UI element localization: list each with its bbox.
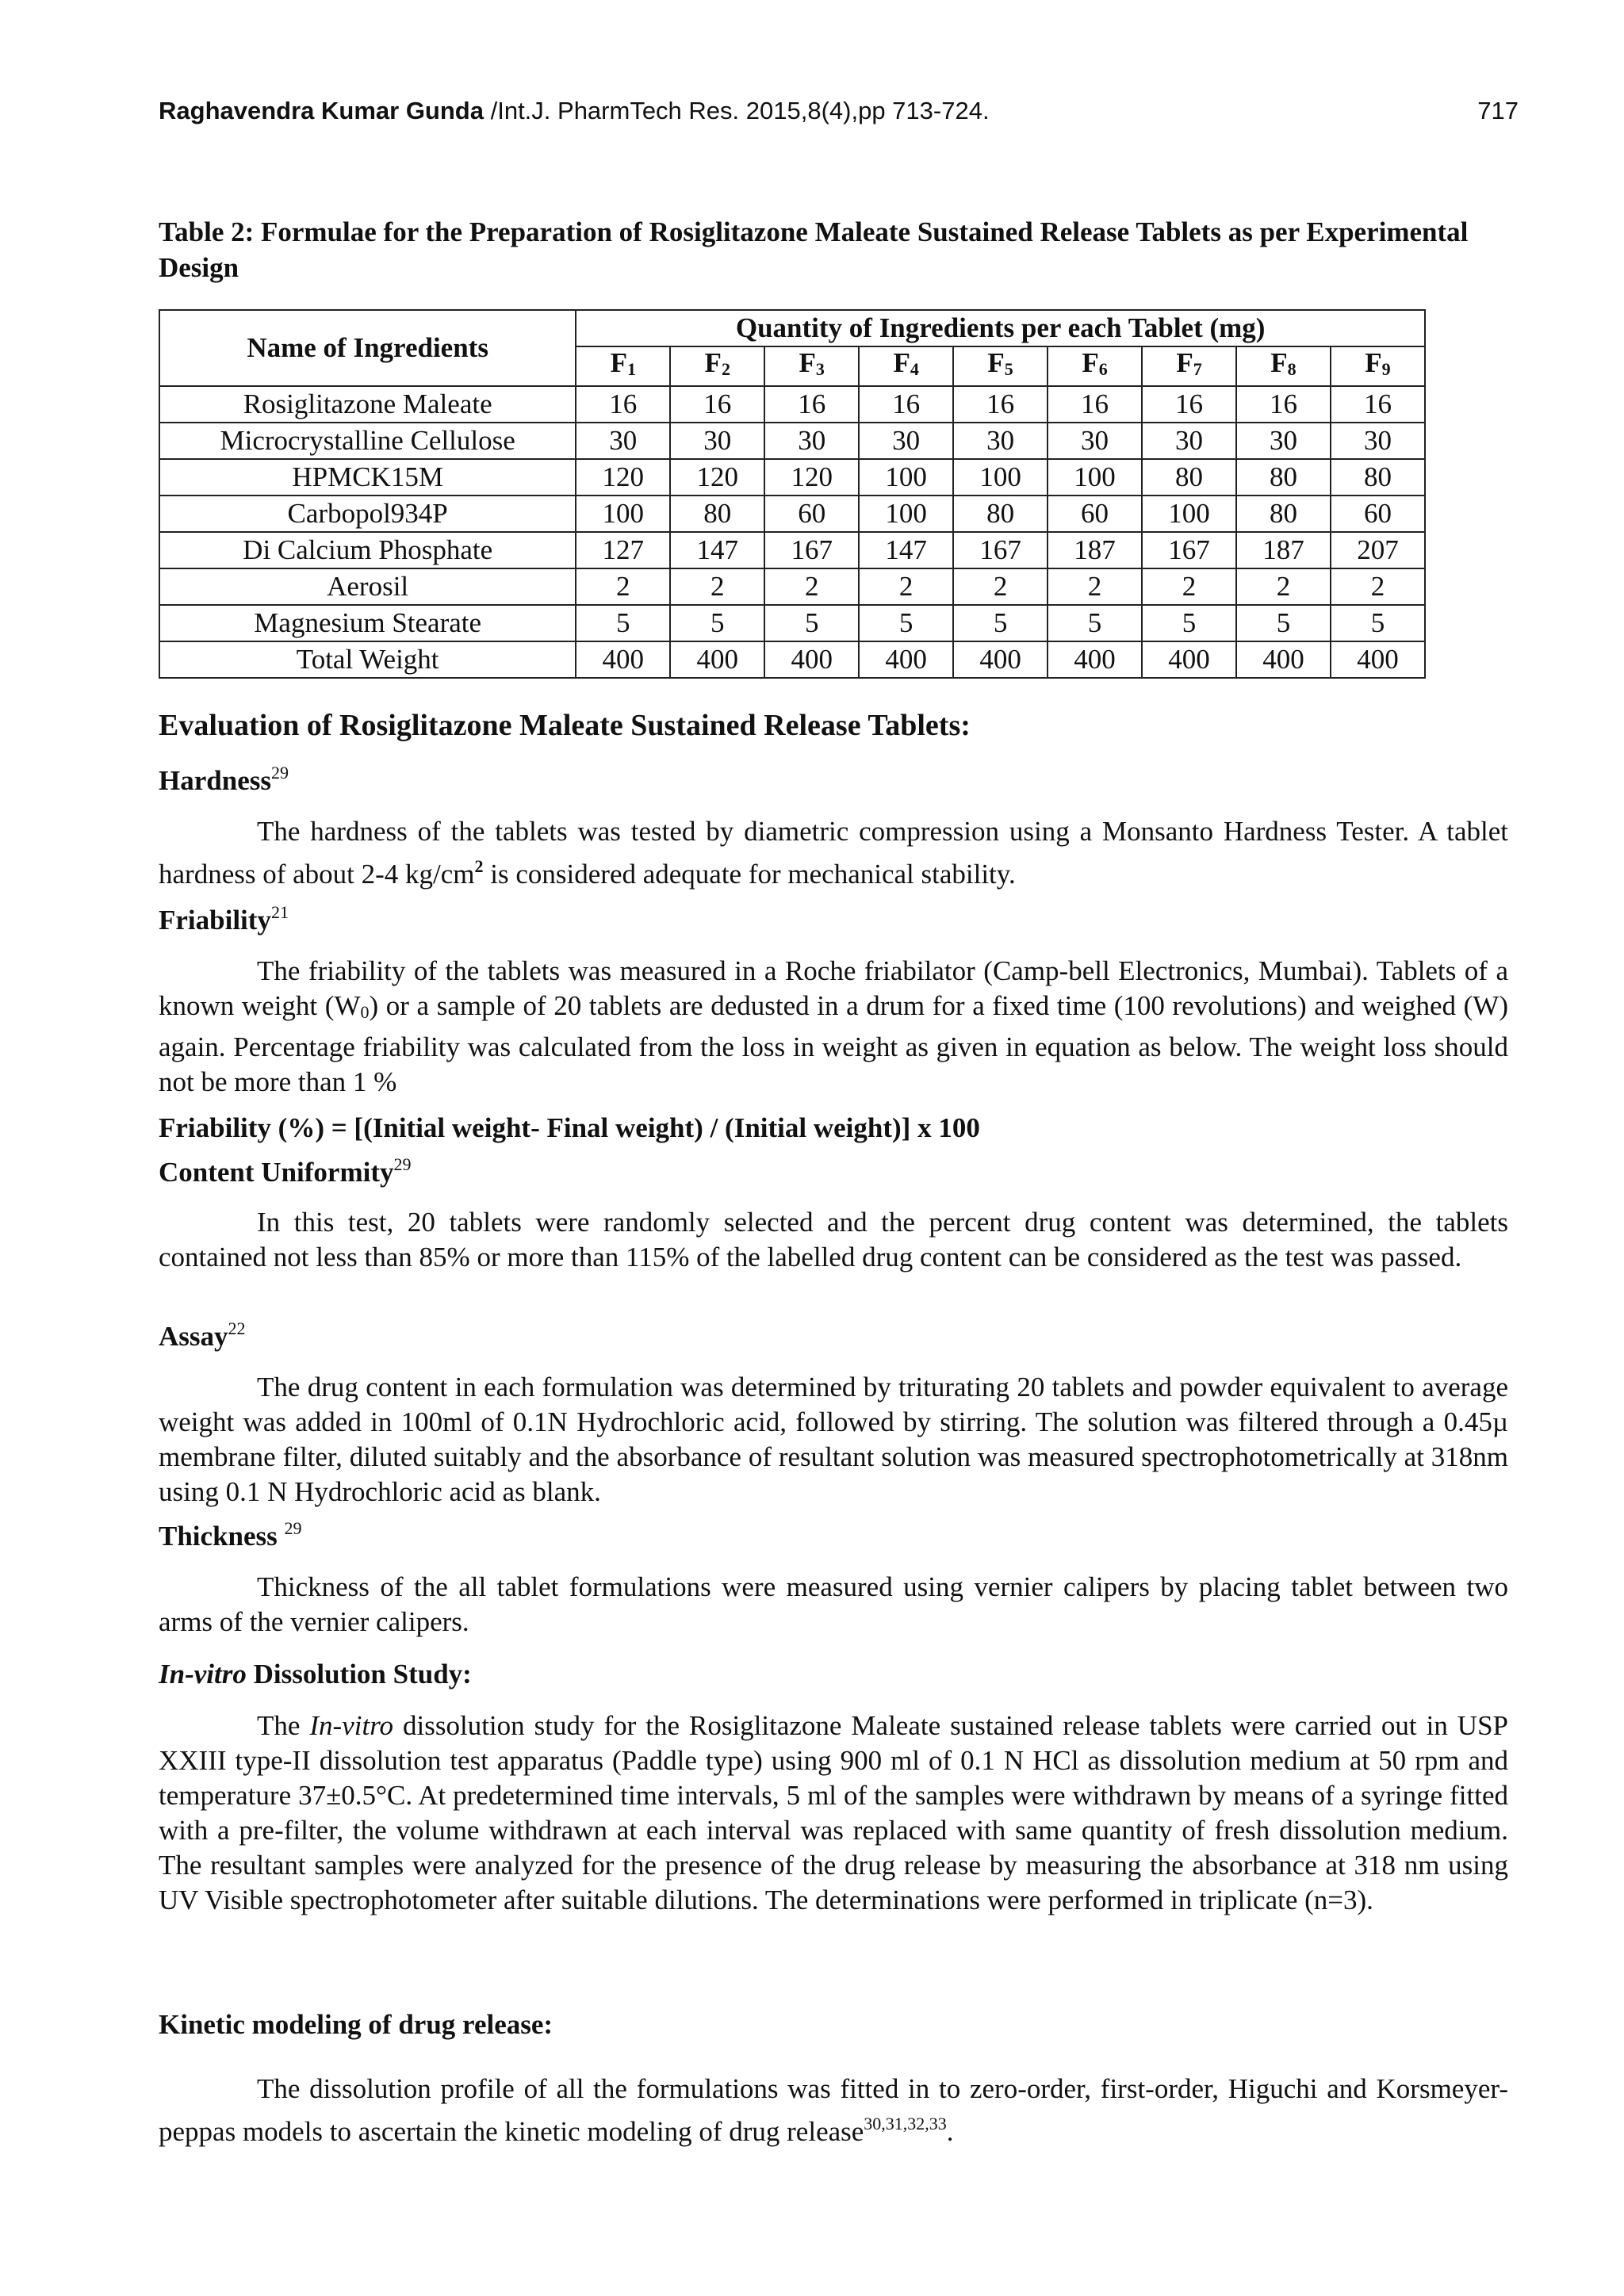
ingredient-name: Microcrystalline Cellulose — [159, 423, 576, 459]
hardness-heading — [159, 763, 289, 797]
kinetic-paragraph — [159, 2072, 1508, 2149]
quantity-cell: 100 — [1048, 459, 1142, 496]
formulation-header-f9 — [1331, 346, 1425, 386]
quantity-cell: 16 — [764, 386, 859, 423]
assay-heading-text: Assay — [159, 1321, 228, 1352]
thickness-heading — [159, 1518, 302, 1552]
quantity-cell: 147 — [859, 532, 953, 568]
hardness-paragraph — [159, 814, 1508, 892]
quantity-cell: 187 — [1048, 532, 1142, 568]
quantity-cell: 187 — [1236, 532, 1331, 568]
table-row — [159, 496, 1425, 532]
quantity-cell: 2 — [1142, 568, 1236, 605]
friability-sub: 0 — [360, 1002, 370, 1022]
dissolution-paragraph — [159, 1709, 1508, 1918]
ingredient-name: Aerosil — [159, 568, 576, 605]
quantity-cell: 5 — [953, 605, 1048, 641]
hardness-text-2: is considered adequate for mechanical stability. — [483, 859, 1016, 890]
formulation-prefix: F — [799, 347, 816, 378]
dissolution-heading — [159, 1659, 472, 1690]
quantity-cell: 400 — [670, 641, 764, 678]
table-row — [159, 423, 1425, 459]
quantity-cell: 60 — [1331, 496, 1425, 532]
quantity-cell: 400 — [953, 641, 1048, 678]
table-row — [159, 459, 1425, 496]
quantity-cell: 400 — [1236, 641, 1331, 678]
quantity-cell: 2 — [670, 568, 764, 605]
quantity-cell: 2 — [764, 568, 859, 605]
hardness-sup: 2 — [474, 856, 484, 876]
formulation-header-f5 — [953, 346, 1048, 386]
formulation-header-f7 — [1142, 346, 1236, 386]
quantity-cell: 5 — [1048, 605, 1142, 641]
formulation-number: 1 — [626, 359, 636, 379]
quantity-cell: 5 — [764, 605, 859, 641]
content-uniformity-heading — [159, 1154, 412, 1188]
quantity-cell: 147 — [670, 532, 764, 568]
quantity-cell: 5 — [1331, 605, 1425, 641]
header-citation: /Int.J. PharmTech Res. 2015,8(4),pp 713-724. — [483, 97, 990, 124]
quantity-cell: 167 — [953, 532, 1048, 568]
quantity-cell: 127 — [576, 532, 670, 568]
table-row — [159, 386, 1425, 423]
table-row — [159, 568, 1425, 605]
assay-paragraph — [159, 1370, 1508, 1510]
quantity-cell: 30 — [1331, 423, 1425, 459]
quantity-cell: 16 — [859, 386, 953, 423]
assay-ref: 22 — [228, 1318, 246, 1338]
formulae-table — [159, 309, 1426, 679]
quantity-cell: 16 — [953, 386, 1048, 423]
quantity-cell: 30 — [1236, 423, 1331, 459]
quantity-cell: 5 — [1236, 605, 1331, 641]
formulation-number: 2 — [721, 359, 730, 379]
dissolution-text-1: The — [257, 1710, 310, 1741]
quantity-cell: 16 — [670, 386, 764, 423]
quantity-cell: 30 — [953, 423, 1048, 459]
quantity-cell: 167 — [764, 532, 859, 568]
formulation-prefix: F — [1270, 347, 1288, 378]
formulation-number: 4 — [910, 359, 919, 379]
friability-text-2: ) or a sample of 20 tablets are dedusted in a drum for a fixed time (100 revolutions) and weighed (W) again. Percentage friability was calculated from the loss in weight as given in equation as below. The weight loss should not be more than 1 % — [159, 990, 1508, 1097]
dissolution-heading-italic: In-vitro — [159, 1659, 247, 1689]
hardness-text-1: The hardness of the tablets was tested by diametric compression using a Monsanto Hardness Tester. A tablet hardness of about 2-4 kg/cm — [159, 816, 1508, 890]
kinetic-ref: 30,31,32,33 — [864, 2114, 947, 2133]
quantity-cell: 60 — [1048, 496, 1142, 532]
kinetic-text-1: The dissolution profile of all the formulations was fitted in to zero-order, first-order, Higuchi and Korsmeyer-peppas models to ascertain the kinetic modeling of drug release — [159, 2073, 1508, 2147]
dissolution-heading-rest: Dissolution Study: — [246, 1659, 472, 1689]
dissolution-text-italic: In-vitro — [309, 1710, 394, 1741]
thickness-heading-text: Thickness — [159, 1521, 285, 1552]
quantity-cell: 2 — [1236, 568, 1331, 605]
quantity-cell: 2 — [576, 568, 670, 605]
quantity-cell: 100 — [953, 459, 1048, 496]
quantity-cell: 80 — [1331, 459, 1425, 496]
quantity-cell: 16 — [1236, 386, 1331, 423]
content-uniformity-paragraph — [159, 1205, 1508, 1275]
friability-formula: Friability (%) = [(Initial weight- Final weight) / (Initial weight)] x 100 — [159, 1112, 980, 1143]
formulation-number: 6 — [1098, 359, 1108, 379]
quantity-cell: 30 — [764, 423, 859, 459]
quantity-cell: 30 — [1048, 423, 1142, 459]
formulation-header-f8 — [1236, 346, 1331, 386]
quantity-cell: 167 — [1142, 532, 1236, 568]
table-row — [159, 605, 1425, 641]
formulation-number: 3 — [815, 359, 825, 379]
quantity-cell: 30 — [576, 423, 670, 459]
content-uniformity-heading-text: Content Uniformity — [159, 1157, 394, 1188]
table-row — [159, 641, 1425, 678]
thickness-paragraph — [159, 1570, 1508, 1640]
quantity-cell: 60 — [764, 496, 859, 532]
formulation-prefix: F — [1176, 347, 1193, 378]
table-header-row — [159, 310, 1425, 346]
formulation-header-f1 — [576, 346, 670, 386]
quantity-cell: 30 — [670, 423, 764, 459]
assay-text: The drug content in each formulation was determined by triturating 20 tablets and powder equivalent to average weight was added in 100ml of 0.1N Hydrochloric acid, followed by stirring. The solution was filtered through a 0.45µ membrane filter, diluted suitably and the absorbance of resultant solution was measured spectrophotometrically at 318nm using 0.1 N Hydrochloric acid as blank. — [159, 1372, 1508, 1507]
header-ingredients: Name of Ingredients — [159, 310, 576, 386]
formulation-prefix: F — [987, 347, 1005, 378]
quantity-cell: 5 — [576, 605, 670, 641]
quantity-cell: 80 — [953, 496, 1048, 532]
quantity-cell: 2 — [859, 568, 953, 605]
table-body — [159, 386, 1425, 678]
content-uniformity-ref: 29 — [393, 1154, 412, 1174]
formulation-number: 9 — [1381, 359, 1391, 379]
quantity-cell: 400 — [1048, 641, 1142, 678]
quantity-cell: 400 — [576, 641, 670, 678]
quantity-cell: 5 — [670, 605, 764, 641]
ingredient-name: Di Calcium Phosphate — [159, 532, 576, 568]
formulation-prefix: F — [893, 347, 910, 378]
quantity-cell: 30 — [859, 423, 953, 459]
friability-heading-text: Friability — [159, 905, 271, 936]
ingredient-name: Rosiglitazone Maleate — [159, 386, 576, 423]
page-header — [159, 97, 1519, 135]
formulation-header-f4 — [859, 346, 953, 386]
quantity-cell: 100 — [1142, 496, 1236, 532]
table-caption: Table 2: Formulae for the Preparation of Rosiglitazone Maleate Sustained Release Tablets as per Experimental Design — [159, 216, 1469, 283]
quantity-cell: 16 — [1142, 386, 1236, 423]
quantity-cell: 400 — [859, 641, 953, 678]
formulation-number: 8 — [1287, 359, 1297, 379]
header-author: Raghavendra Kumar Gunda — [159, 97, 484, 124]
kinetic-text-2: . — [946, 2116, 954, 2147]
ingredient-name: Carbopol934P — [159, 496, 576, 532]
quantity-cell: 5 — [1142, 605, 1236, 641]
kinetic-heading: Kinetic modeling of drug release: — [159, 2009, 553, 2040]
hardness-ref: 29 — [270, 763, 289, 783]
friability-heading — [159, 902, 289, 936]
page-number: 717 — [1477, 97, 1519, 124]
quantity-cell: 120 — [576, 459, 670, 496]
quantity-cell: 2 — [953, 568, 1048, 605]
quantity-cell: 207 — [1331, 532, 1425, 568]
quantity-cell: 2 — [1048, 568, 1142, 605]
hardness-heading-text: Hardness — [159, 765, 271, 796]
formulation-header-f2 — [670, 346, 764, 386]
quantity-cell: 80 — [670, 496, 764, 532]
formulation-header-f6 — [1048, 346, 1142, 386]
quantity-cell: 80 — [1142, 459, 1236, 496]
quantity-cell: 16 — [576, 386, 670, 423]
quantity-cell: 80 — [1236, 459, 1331, 496]
formulation-prefix: F — [1365, 347, 1382, 378]
quantity-cell: 5 — [859, 605, 953, 641]
ingredient-name: Total Weight — [159, 641, 576, 678]
quantity-cell: 16 — [1331, 386, 1425, 423]
formulation-prefix: F — [704, 347, 722, 378]
quantity-cell: 100 — [859, 459, 953, 496]
formulation-number: 5 — [1004, 359, 1013, 379]
formulation-header-f3 — [764, 346, 859, 386]
assay-heading — [159, 1318, 246, 1353]
ingredient-name: HPMCK15M — [159, 459, 576, 496]
content-uniformity-text: In this test, 20 tablets were randomly selected and the percent drug content was determined, the tablets contained not less than 85% or more than 115% of the labelled drug content can be considered as the test was passed. — [159, 1207, 1508, 1272]
quantity-cell: 400 — [764, 641, 859, 678]
formulation-prefix: F — [610, 347, 627, 378]
section-title: Evaluation of Rosiglitazone Maleate Sustained Release Tablets: — [159, 709, 971, 742]
quantity-cell: 120 — [670, 459, 764, 496]
friability-ref: 21 — [270, 902, 289, 922]
dissolution-text-2: dissolution study for the Rosiglitazone Maleate sustained release tablets were carried out in USP XXIII type-II dissolution test apparatus (Paddle type) using 900 ml of 0.1 N HCl as dissolution medium at 50 rpm and temperature 37±0.5°C. At predetermined time intervals, 5 ml of the samples were withdrawn by means of a syringe fitted with a pre-filter, the volume withdrawn at each interval was replaced with same quantity of fresh dissolution medium. The resultant samples were analyzed for the presence of the drug release by measuring the absorbance at 318 nm using UV Visible spectrophotometer after suitable dilutions. The determinations were performed in triplicate (n=3). — [159, 1710, 1509, 1915]
quantity-cell: 400 — [1142, 641, 1236, 678]
formulation-prefix: F — [1082, 347, 1099, 378]
table-row — [159, 532, 1425, 568]
quantity-cell: 16 — [1048, 386, 1142, 423]
quantity-cell: 400 — [1331, 641, 1425, 678]
ingredient-name: Magnesium Stearate — [159, 605, 576, 641]
quantity-cell: 30 — [1142, 423, 1236, 459]
thickness-text: Thickness of the all tablet formulations were measured using vernier calipers by placing tablet between two arms of the vernier calipers. — [159, 1571, 1508, 1637]
quantity-cell: 100 — [576, 496, 670, 532]
quantity-cell: 120 — [764, 459, 859, 496]
friability-paragraph — [159, 954, 1508, 1100]
thickness-ref: 29 — [284, 1518, 302, 1538]
formulation-number: 7 — [1193, 359, 1202, 379]
header-quantity: Quantity of Ingredients per each Tablet (mg) — [576, 310, 1425, 346]
quantity-cell: 80 — [1236, 496, 1331, 532]
quantity-cell: 2 — [1331, 568, 1425, 605]
quantity-cell: 100 — [859, 496, 953, 532]
friability-text-1: The friability of the tablets was measured in a Roche friabilator (Camp-bell Electronics, Mumbai). Tablets of a known weight (W — [159, 955, 1508, 1021]
